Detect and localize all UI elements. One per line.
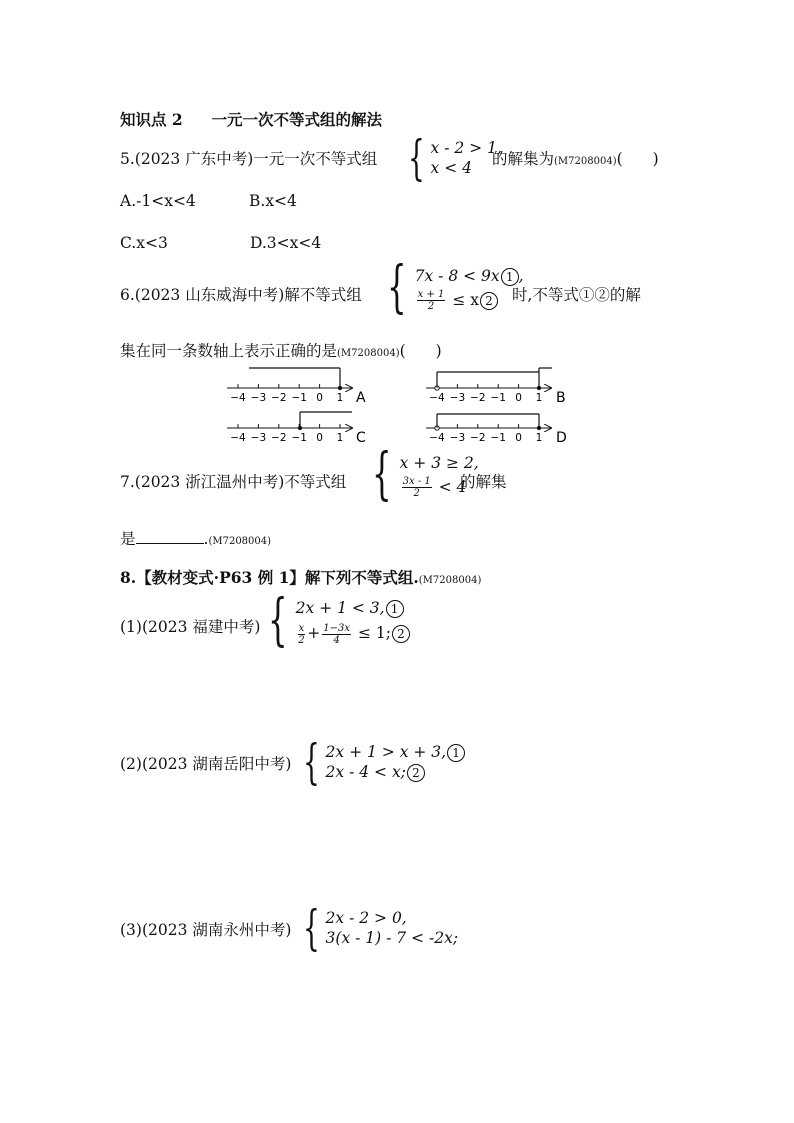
tick-label: −2 bbox=[271, 392, 287, 404]
q7-line1: x + 3 ≥ 2, bbox=[399, 453, 479, 472]
brace-icon: { bbox=[387, 255, 407, 320]
q5-option-c: C.x<3 bbox=[120, 234, 168, 252]
brace-icon: { bbox=[268, 588, 288, 653]
q6-prefix: 6.(2023 山东威海中考)解不等式组 bbox=[120, 286, 362, 304]
q5-line2: x < 4 bbox=[430, 159, 472, 177]
q8-p1-b-num: 1−3x bbox=[323, 622, 351, 634]
q7-tail: . bbox=[203, 530, 209, 548]
section-subtitle: 一元一次不等式组的解法 bbox=[211, 110, 383, 129]
q8-p2-prefix: (2)(2023 湖南岳阳中考) bbox=[120, 755, 292, 773]
tick-label: 0 bbox=[316, 432, 323, 444]
circle-two-icon: 2 bbox=[392, 625, 410, 643]
q6-line2-tail: ≤ x bbox=[452, 290, 479, 309]
answer-blank[interactable] bbox=[136, 529, 204, 544]
brace-icon: { bbox=[303, 900, 320, 956]
q6-suffix: 时,不等式①②的解 bbox=[512, 286, 641, 304]
q8-p1-a-num: x bbox=[298, 622, 305, 634]
tick-label: −4 bbox=[230, 432, 246, 444]
q6-paren-close: ) bbox=[435, 342, 442, 360]
q5-paren-close: ) bbox=[652, 150, 659, 168]
q8-p1-line2-tail: ≤ 1; bbox=[357, 624, 391, 642]
q7-line2-tail: < 4 bbox=[438, 477, 467, 496]
q5-option-a: A.-1<x<4 bbox=[120, 192, 196, 210]
q7-suffix: 的解集 bbox=[460, 473, 507, 491]
tick-label: −3 bbox=[449, 432, 466, 444]
tick-label: −1 bbox=[490, 392, 506, 404]
brace-icon: { bbox=[372, 442, 392, 507]
q8-p1-plus: + bbox=[307, 624, 321, 642]
q5-option-d: D.3<x<4 bbox=[250, 234, 322, 252]
q8-p1-prefix: (1)(2023 福建中考) bbox=[120, 618, 261, 636]
q6-line-b: 集在同一条数轴上表示正确的是 bbox=[120, 342, 338, 360]
tick-label: −4 bbox=[429, 432, 445, 444]
q8-p2-line2: 2x - 4 < x; bbox=[325, 763, 406, 781]
q6-frac-num: x + 1 bbox=[417, 289, 445, 301]
q8-p1-b-den: 4 bbox=[333, 634, 340, 646]
tick-label: −2 bbox=[470, 392, 486, 404]
q5-code: (M7208004) bbox=[554, 156, 617, 167]
q5-paren-open: ( bbox=[616, 150, 623, 168]
tick-label: 1 bbox=[336, 392, 344, 404]
q8-p2-line1: 2x + 1 > x + 3, bbox=[325, 743, 447, 761]
q5-prefix: 5.(2023 广东中考)一元一次不等式组 bbox=[120, 150, 378, 168]
circle-two-icon: 2 bbox=[480, 292, 498, 310]
tick-label: −1 bbox=[291, 432, 307, 444]
tick-label: −2 bbox=[470, 432, 486, 444]
q6-code: (M7208004) bbox=[337, 348, 400, 359]
q8-title: 8.【教材变式·P63 例 1】解下列不等式组. bbox=[120, 568, 419, 587]
q6-frac-den: 2 bbox=[427, 301, 435, 313]
tick-label: 0 bbox=[316, 392, 323, 404]
q5-option-b: B.x<4 bbox=[249, 192, 297, 210]
q6-line1: 7x - 8 < 9x bbox=[414, 266, 500, 285]
tick-label: −3 bbox=[449, 392, 466, 404]
q8-p3-system bbox=[303, 900, 459, 956]
label-d: D bbox=[556, 430, 567, 446]
tick-label: −4 bbox=[230, 392, 246, 404]
q7-line-b: 是 bbox=[120, 530, 136, 548]
q6-paren-open: ( bbox=[399, 342, 406, 360]
label-a: A bbox=[356, 390, 366, 406]
circle-one-icon: 1 bbox=[447, 744, 465, 762]
q7-frac-num: 3x - 1 bbox=[402, 476, 431, 488]
q8-p3-line2: 3(x - 1) - 7 < -2x; bbox=[325, 929, 459, 947]
tick-label: 1 bbox=[535, 392, 543, 404]
q7-code: (M7208004) bbox=[208, 536, 272, 547]
tick-label: 1 bbox=[535, 432, 543, 444]
label-b: B bbox=[556, 390, 566, 406]
q7-prefix: 7.(2023 浙江温州中考)不等式组 bbox=[120, 473, 347, 491]
q5-line1: x - 2 > 1, bbox=[430, 139, 502, 157]
q8-p1-line1: 2x + 1 < 3, bbox=[295, 599, 385, 617]
q5-suffix: 的解集为 bbox=[492, 150, 555, 168]
q7-line-b-group bbox=[120, 527, 271, 549]
q8-p3-line1: 2x - 2 > 0, bbox=[325, 909, 407, 927]
section-title: 知识点 2 bbox=[120, 110, 183, 129]
tick-label: −3 bbox=[250, 392, 267, 404]
tick-label: 0 bbox=[515, 432, 522, 444]
tick-label: −3 bbox=[250, 432, 267, 444]
tick-label: −4 bbox=[429, 392, 445, 404]
tick-label: 0 bbox=[515, 392, 522, 404]
q6-line1-tail: , bbox=[518, 266, 524, 285]
circle-two-icon: 2 bbox=[407, 764, 425, 782]
label-c: C bbox=[356, 430, 366, 446]
tick-label: 1 bbox=[336, 432, 344, 444]
tick-label: −1 bbox=[291, 392, 307, 404]
q8-code: (M7208004) bbox=[418, 575, 482, 586]
circle-one-icon: 1 bbox=[501, 268, 519, 286]
brace-icon: { bbox=[408, 130, 425, 186]
q8-p1-a-den: 2 bbox=[298, 634, 305, 646]
circle-one-icon: 1 bbox=[386, 600, 404, 618]
q8-p2-system bbox=[303, 734, 465, 790]
q7-frac-den: 2 bbox=[413, 488, 420, 500]
tick-label: −2 bbox=[271, 432, 287, 444]
brace-icon: { bbox=[303, 734, 320, 790]
q8-title-group bbox=[120, 566, 481, 588]
q8-p3-prefix: (3)(2023 湖南永州中考) bbox=[120, 921, 292, 939]
q8-p1-system bbox=[268, 588, 410, 653]
tick-label: −1 bbox=[490, 432, 506, 444]
